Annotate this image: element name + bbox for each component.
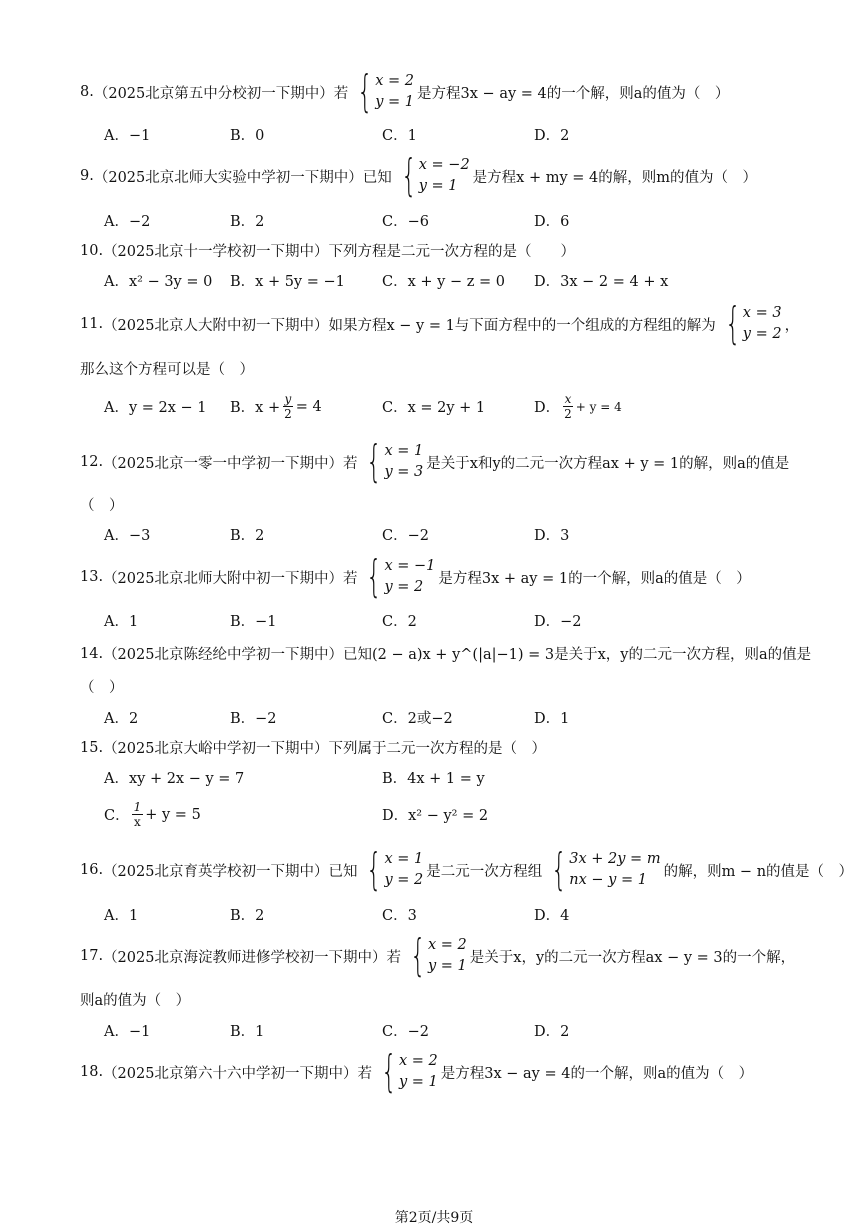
question-14-continuation: （ ）: [80, 680, 124, 696]
question-17: 17. （2025北京海淀教师进修学校初一下期中） 若 { x = 2 y = 1 是关于x，y的二元一次方程ax − y = 3的一个解，: [80, 930, 796, 981]
option-b: B．0: [230, 128, 265, 144]
question-10: 10. （2025北京十一学校初一下期中） 下列方程是二元一次方程的是（ ）: [80, 242, 575, 260]
options-15-row1: A．xy + 2x − y = 7 B．4x + 1 = y: [104, 771, 485, 787]
options-13: A．1 B．−1 C．2 D．−2: [104, 614, 582, 630]
option-d: D．2: [534, 128, 570, 144]
equation-system: { x = 2 y = 1: [410, 930, 467, 981]
equation-system-2: { 3x + 2y = m nx − y = 1: [551, 844, 661, 895]
options-17: A．−1 B．1 C．−2 D．2: [104, 1024, 570, 1040]
question-16: 16. （2025北京育英学校初一下期中） 已知 { x = 1 y = 2 是二元一次方程组 { 3x + 2y = m nx − y = 1 的解，则m − n的值是（ ）: [80, 844, 854, 895]
equation-system: { x = 2 y = 1: [381, 1046, 438, 1097]
options-15-row2: C． $\frac{1}{x}$ + y = 5 D．x² − y² = 2: [104, 800, 489, 829]
options-16: A．1 B．2 C．3 D．4: [104, 908, 570, 924]
equation-system: { x = 2 y = 1: [357, 66, 415, 117]
equation-system: { x = −1 y = 2: [366, 551, 436, 602]
equation-system: { x = 1 y = 2: [366, 844, 424, 895]
question-17-continuation: 则a的值为（ ）: [80, 993, 191, 1009]
question-12: 12. （2025北京一零一中学初一下期中） 若 { x = 1 y = 3 是关于x和y的二元一次方程ax + y = 1的解，则a的值是: [80, 436, 790, 487]
question-11: 11. （2025北京人大附中初一下期中） 如果方程x − y = 1与下面方程中的一个组成的方程组的解为 { x = 3 y = 2 ，: [80, 298, 800, 349]
question-15: 15. （2025北京大峪中学初一下期中） 下列属于二元一次方程的是（ ）: [80, 739, 546, 757]
option-c: C．1: [382, 128, 417, 144]
options-10: A．x² − 3y = 0 B．x + 5y = −1 C．x + y − z = 0 D．3x − 2 = 4 + x: [104, 274, 669, 290]
equation-system: { x = 3 y = 2: [725, 298, 782, 349]
options-14: A．2 B．−2 C．2或−2 D．1: [104, 711, 570, 727]
option-a: A．−1: [104, 128, 151, 144]
options-11: A．y = 2x − 1 B．x + $\frac{y}{2}$ = 4 C．x = 2y + 1 D． $\frac{x}{2}$ + y = 4: [104, 392, 622, 421]
question-18: 18. （2025北京第六十六中学初一下期中） 若 { x = 2 y = 1 是方程3x − ay = 4的一个解，则a的值为（ ）: [80, 1046, 754, 1097]
fraction: $\frac{y}{2}$: [284, 392, 292, 421]
question-12-continuation: （ ）: [80, 498, 124, 514]
question-8: 8. （2025北京第五中分校初一下期中） 若 { x = 2 y = 1 是方程3x − ay = 4的一个解，则a的值为（ ）: [80, 66, 730, 117]
question-14: 14. （2025北京陈经纶中学初一下期中） 已知(2 − a)x + y^(|a|−1) = 3是关于x，y的二元一次方程，则a的值是: [80, 645, 812, 663]
equation-system: { x = 1 y = 3: [366, 436, 424, 487]
page-footer: 第2页/共9页: [394, 1210, 474, 1226]
equation-system: { x = −2 y = 1: [401, 150, 470, 201]
options-8: [104, 124, 569, 145]
question-number: 8.: [80, 84, 94, 100]
question-9: 9. （2025北京北师大实验中学初一下期中） 已知 { x = −2 y = 1 是方程x + my = 4的解，则m的值为（ ）: [80, 150, 757, 201]
question-13: 13. （2025北京北师大附中初一下期中） 若 { x = −1 y = 2 是方程3x + ay = 1的一个解，则a的值是（ ）: [80, 551, 751, 602]
options-9: A．−2 B．2 C．−6 D．6: [104, 214, 570, 230]
question-11-continuation: 那么这个方程可以是（ ）: [80, 362, 254, 378]
question-source: （2025北京第五中分校初一下期中）: [93, 85, 334, 102]
fraction: $\frac{1}{x}$: [133, 800, 142, 829]
fraction: $\frac{x}{2}$: [564, 392, 572, 421]
options-12: A．−3 B．2 C．−2 D．3: [104, 528, 570, 544]
